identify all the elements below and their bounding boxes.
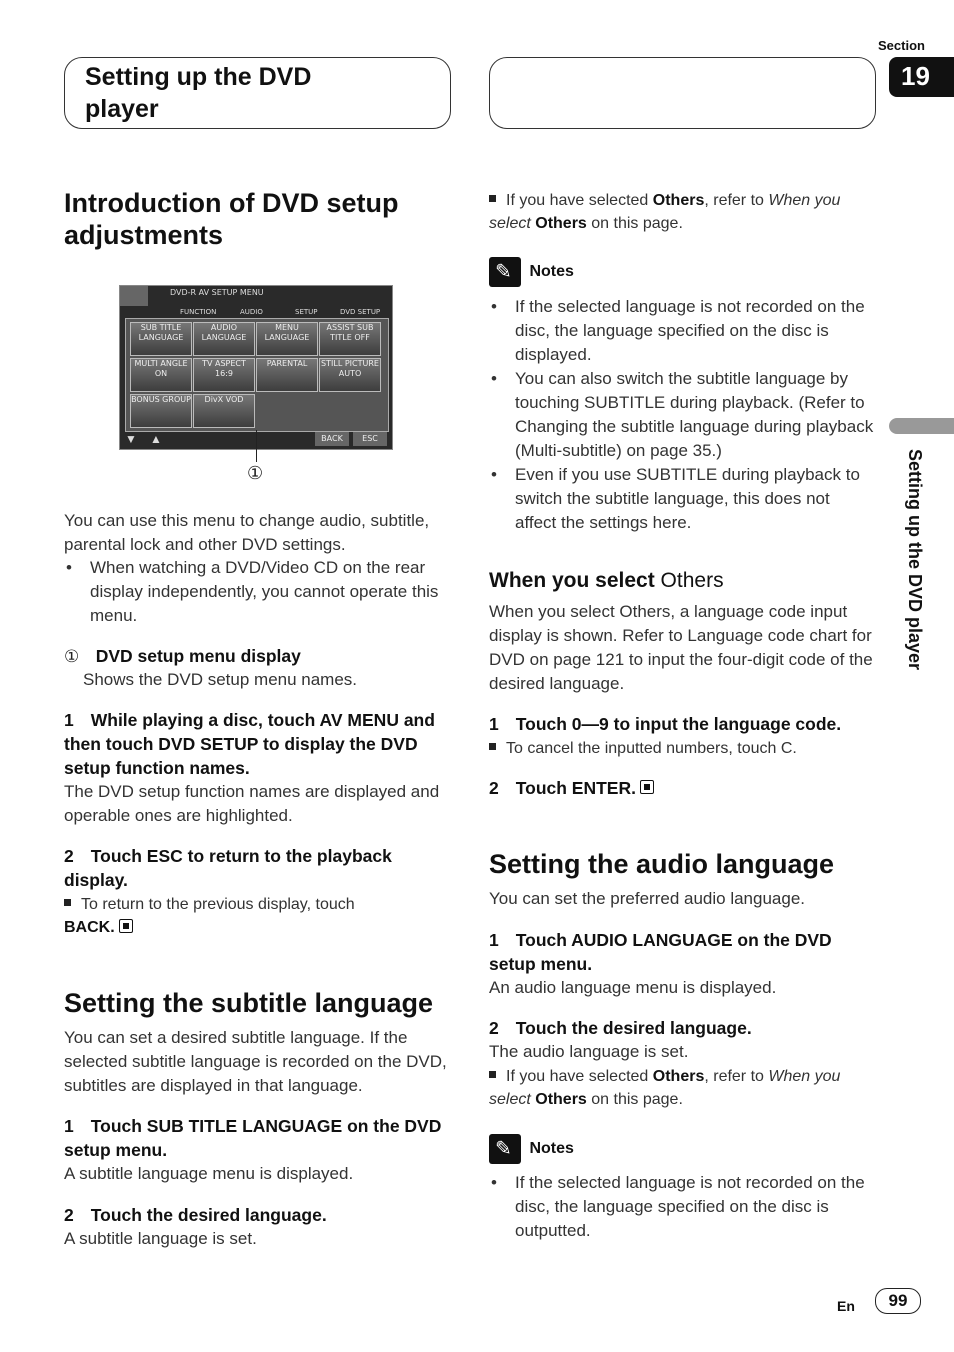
audio-step2 <box>489 1016 874 1040</box>
dvd-logo <box>120 286 148 306</box>
chapter-title: Setting up the DVD player <box>85 63 312 123</box>
back-button[interactable]: BACK <box>315 432 349 446</box>
callout-num: ① <box>64 647 80 666</box>
list-item: • If the selected language is not recorded on the disc, the language specified on the disc is outputted. <box>491 1173 865 1240</box>
callout-title: DVD setup menu display <box>95 646 301 666</box>
intro-step2-note <box>64 893 449 939</box>
side-tab-marker <box>889 418 954 434</box>
subtitle-step1 <box>64 1114 449 1162</box>
when-heading: When you select Others <box>489 569 724 592</box>
notes-label: Notes <box>529 263 574 281</box>
audio-step2-text: Touch the desired language. <box>515 1018 752 1038</box>
end-mark-icon <box>119 919 133 933</box>
when-step1 <box>489 712 879 736</box>
menu-language-button[interactable]: MENU LANGUAGE <box>256 322 318 356</box>
subtitle-step2 <box>64 1203 449 1227</box>
notes-header-2 <box>489 1134 574 1164</box>
end-mark-icon <box>640 780 654 794</box>
subtitle-step2-text: Touch the desired language. <box>90 1205 327 1225</box>
tab-audio[interactable]: AUDIO <box>240 308 263 316</box>
intro-step2-text: Touch ESC to return to the playback display. <box>64 846 392 890</box>
list-item: • Even if you use SUBTITLE during playback to switch the subtitle language, this does not affect the settings here. <box>491 465 860 532</box>
intro-bullet-text: When watching a DVD/Video CD on the rear display independently, you cannot operate this menu. <box>90 558 439 625</box>
callout-marker: ① <box>247 463 264 483</box>
audio-heading: Setting the audio language <box>489 849 835 879</box>
notes-header-1 <box>489 257 574 287</box>
intro-step2-note-a: To return to the previous display, touch <box>81 896 355 913</box>
step-number: 2 <box>64 846 74 866</box>
tab-dvd-setup[interactable]: DVD SETUP <box>340 308 381 316</box>
tv-aspect-button[interactable]: TV ASPECT 16:9 <box>193 358 255 392</box>
note-icon <box>489 257 521 287</box>
when-paragraph: When you select Others, a language code input display is shown. Refer to Language code chart for DVD on page 121 to input the four-digit code of the desired language. <box>489 602 873 693</box>
when-step2-text: Touch ENTER. <box>515 778 636 798</box>
divx-vod-button[interactable]: DivX VOD <box>193 394 255 428</box>
list-item: • If the selected language is not recorded on the disc, the language specified on the disc is displayed. <box>491 297 865 364</box>
section-label: Section <box>878 38 925 53</box>
subtitle-step2-desc: A subtitle language is set. <box>64 1229 257 1248</box>
when-step2 <box>489 776 879 800</box>
sub-title-language-button[interactable]: SUB TITLE LANGUAGE <box>130 322 192 356</box>
notes-label: Notes <box>529 1140 574 1158</box>
audio-step1 <box>489 928 874 976</box>
section-number: 19 <box>901 61 930 91</box>
audio-step2-desc: The audio language is set. <box>489 1042 689 1061</box>
dvd-setup-screen <box>119 285 393 450</box>
parental-button[interactable]: PARENTAL <box>256 358 318 392</box>
step-number: 2 <box>64 1205 74 1225</box>
page-number-badge <box>875 1288 921 1314</box>
notes-list-1 <box>489 295 874 535</box>
audio-step1-text: Touch AUDIO LANGUAGE on the DVD setup menu. <box>489 930 832 974</box>
page-number: 99 <box>888 1291 908 1310</box>
step-number: 1 <box>64 1116 74 1136</box>
subtitle-step1-desc: A subtitle language menu is displayed. <box>64 1164 354 1183</box>
note-icon <box>489 1134 521 1164</box>
callout-line <box>256 430 257 462</box>
intro-step2-note-b: BACK. <box>64 919 115 936</box>
intro-step1-text: While playing a disc, touch AV MENU and then touch DVD SETUP to display the DVD setup function names. <box>64 710 435 778</box>
tab-function[interactable]: FUNCTION <box>180 308 217 316</box>
square-bullet <box>489 1071 496 1078</box>
still-picture-button[interactable]: STILL PICTURE AUTO <box>319 358 381 392</box>
intro-paragraph: You can use this menu to change audio, subtitle, parental lock and other DVD settings. <box>64 511 430 554</box>
footer-lang: En <box>837 1298 855 1314</box>
audio-others-note: If you have selected Others, refer to When you select Others on this page. <box>489 1068 841 1108</box>
chevron-up-icon[interactable]: ▲ <box>150 432 162 446</box>
chevron-down-icon[interactable]: ▼ <box>125 432 137 446</box>
intro-step1-desc: The DVD setup function names are displayed and operable ones are highlighted. <box>64 782 440 825</box>
assist-subtitle-button[interactable]: ASSIST SUB TITLE OFF <box>319 322 381 356</box>
screen-title: DVD-R AV SETUP MENU <box>170 288 264 297</box>
square-bullet <box>64 899 71 906</box>
others-note: If you have selected Others, refer to When you select Others on this page. <box>489 192 841 232</box>
esc-button[interactable]: ESC <box>353 432 387 446</box>
subtitle-paragraph: You can set a desired subtitle language. If the selected subtitle language is recorded on the DVD, subtitles are displayed in that language. <box>64 1028 447 1095</box>
step-number: 1 <box>489 930 499 950</box>
intro-bullet <box>64 556 449 628</box>
multi-angle-button[interactable]: MULTI ANGLE ON <box>130 358 192 392</box>
section-number-badge <box>889 57 954 97</box>
intro-step1 <box>64 708 449 780</box>
tab-setup[interactable]: SETUP <box>295 308 318 316</box>
square-bullet <box>489 743 496 750</box>
when-step1-text: Touch 0—9 to input the language code. <box>515 714 842 734</box>
when-step1-note: To cancel the inputted numbers, touch C. <box>489 737 879 760</box>
square-bullet <box>489 195 496 202</box>
step-number: 2 <box>489 1018 499 1038</box>
callout-item <box>64 644 449 668</box>
callout-desc: Shows the DVD setup menu names. <box>83 670 358 689</box>
bonus-group-button[interactable]: BONUS GROUP <box>130 394 192 428</box>
side-tab-label: Setting up the DVD player <box>905 449 925 671</box>
header-empty-box <box>489 57 876 129</box>
subtitle-step1-text: Touch SUB TITLE LANGUAGE on the DVD setup menu. <box>64 1116 442 1160</box>
intro-step2 <box>64 844 454 892</box>
chapter-title-box <box>64 57 451 129</box>
subtitle-heading: Setting the subtitle language <box>64 988 434 1018</box>
step-number: 1 <box>489 714 499 734</box>
step-number: 1 <box>64 710 74 730</box>
audio-paragraph: You can set the preferred audio language. <box>489 889 806 908</box>
notes-list-2 <box>489 1171 874 1243</box>
step-number: 2 <box>489 778 499 798</box>
audio-step1-desc: An audio language menu is displayed. <box>489 978 777 997</box>
bullet-dot: • <box>66 558 72 577</box>
audio-language-button[interactable]: AUDIO LANGUAGE <box>193 322 255 356</box>
list-item: • You can also switch the subtitle language by touching SUBTITLE during playback. (Refer to Changing the subtitle language during playback (Multi-subtitle) on page 35.) <box>491 369 874 460</box>
intro-heading: Introduction of DVD setup adjustments <box>64 188 399 250</box>
